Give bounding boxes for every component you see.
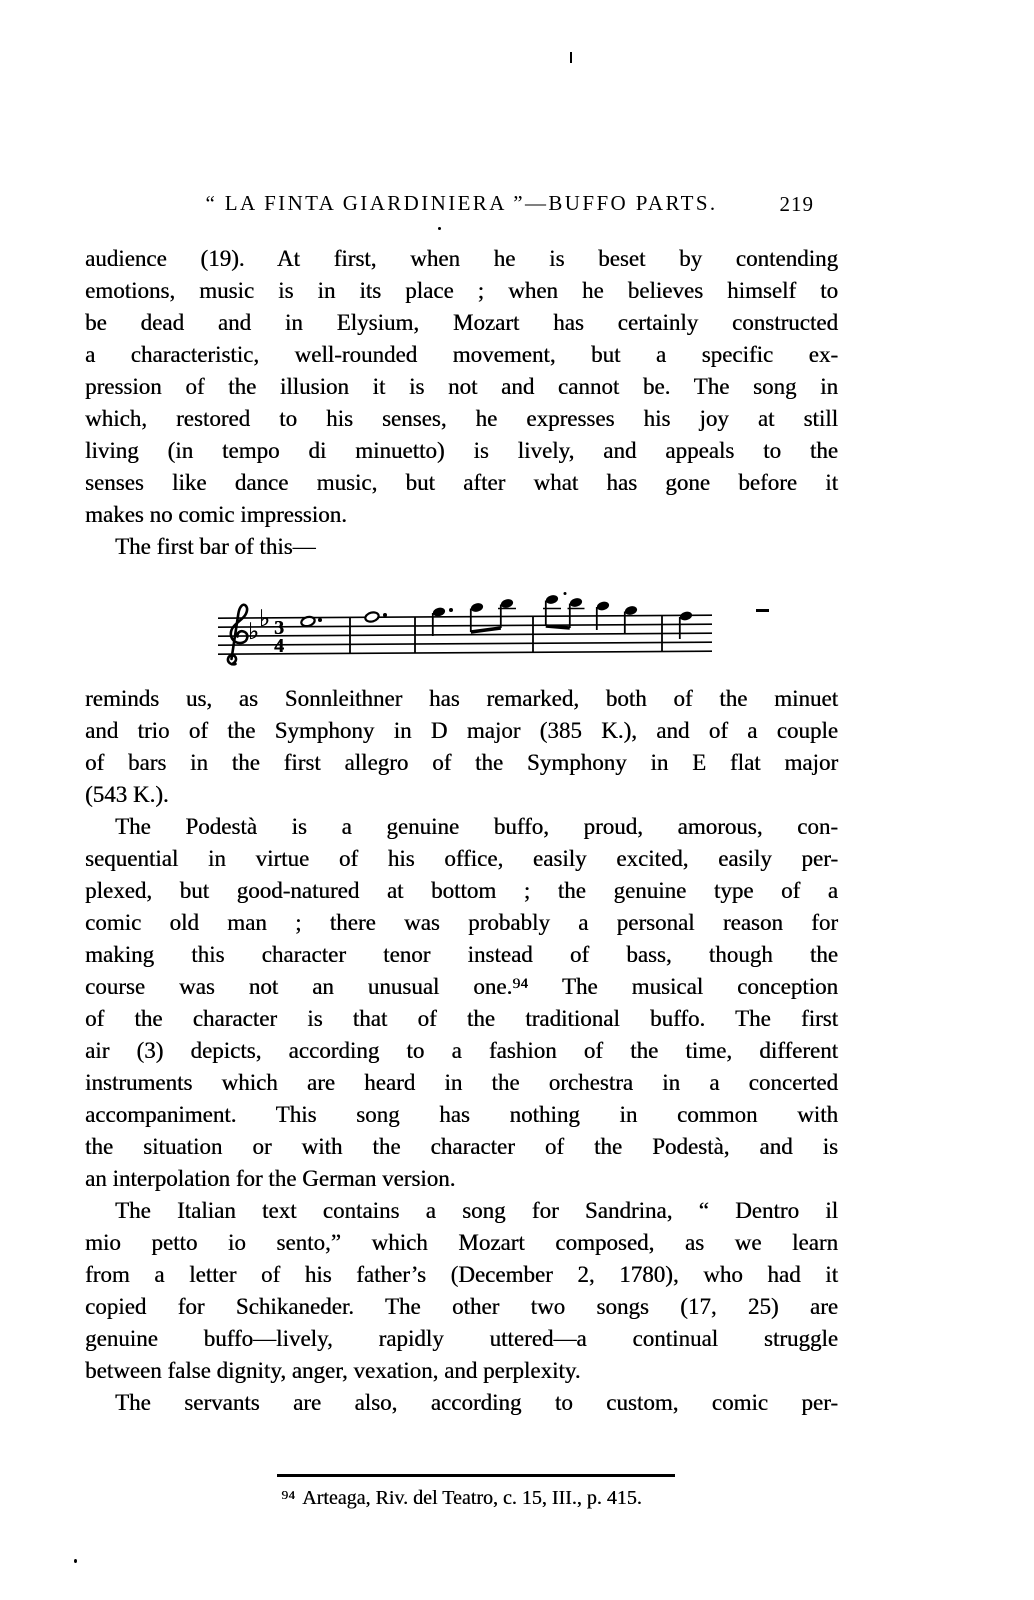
text-line: the situation or with the character of the Podestà, and is	[85, 1134, 838, 1159]
scan-artifact	[570, 52, 572, 63]
footnote-rule	[277, 1474, 675, 1477]
text-line: course was not an unusual one.⁹⁴ The musical conception	[85, 974, 838, 999]
text-line: making this character tenor instead of bass, though the	[85, 942, 838, 967]
text-line: pression of the illusion it is not and cannot be. The song in	[85, 374, 838, 399]
paragraph	[85, 683, 838, 811]
note-head	[596, 600, 610, 611]
beam	[546, 626, 570, 628]
augmentation-dot	[564, 592, 567, 595]
text-line: which, restored to his senses, he expresses his joy at still	[85, 406, 838, 431]
text-line: air (3) depicts, according to a fashion of the time, different	[85, 1038, 838, 1063]
treble-clef	[228, 605, 247, 665]
paragraph	[85, 243, 838, 531]
note-head	[679, 610, 693, 621]
beam	[471, 628, 501, 632]
text-line: an interpolation for the German version.	[85, 1166, 456, 1191]
text-line: accompaniment. This song has nothing in common with	[85, 1102, 838, 1127]
text-line: plexed, but good-natured at bottom ; the genuine type of a	[85, 878, 838, 903]
music-notation-figure	[85, 563, 838, 683]
paragraph	[85, 1195, 838, 1387]
staff-lines	[218, 615, 712, 654]
text-line: The Italian text contains a song for Sandrina, “ Dentro il	[115, 1198, 838, 1223]
text-line: senses like dance music, but after what has gone before it	[85, 470, 838, 495]
text-line: The Podestà is a genuine buffo, proud, amorous, con-	[115, 814, 838, 839]
scan-artifact	[74, 1559, 77, 1563]
text-line: The first bar of this—	[115, 534, 316, 559]
text-line: emotions, music is in its place ; when he believes himself to	[85, 278, 838, 303]
text-line: (543 K.).	[85, 782, 169, 807]
scan-artifact	[438, 227, 441, 230]
footnote	[85, 1487, 838, 1510]
text-line: reminds us, as Sonnleithner has remarked, both of the minuet	[85, 686, 838, 711]
note-head	[569, 597, 583, 608]
paragraph	[85, 1387, 838, 1419]
note-head	[470, 602, 484, 613]
augmentation-dot	[318, 618, 322, 622]
footnote-text: Arteaga, Riv. del Teatro, c. 15, III., p. 415.	[302, 1487, 642, 1509]
text-line: from a letter of his father’s (December 2, 1780), who had it	[85, 1262, 838, 1287]
note-head	[432, 606, 446, 617]
text-line: between false dignity, anger, vexation, and perplexity.	[85, 1358, 581, 1383]
text-line: makes no comic impression.	[85, 502, 347, 527]
text-line: living (in tempo di minuetto) is lively, and appeals to the	[85, 438, 838, 463]
music-staff	[215, 575, 715, 671]
text-line: of the character is that of the traditional buffo. The first	[85, 1006, 838, 1031]
flat-sign: ♭	[248, 619, 259, 645]
text-line: sequential in virtue of his office, easily excited, easily per-	[85, 846, 838, 871]
page-number: 219	[779, 192, 814, 216]
text-line: audience (19). At first, when he is beset by contending	[85, 246, 838, 271]
text-line: genuine buffo—lively, rapidly uttered—a continual struggle	[85, 1326, 838, 1351]
paragraph	[85, 811, 838, 1195]
footnote-marker: ⁹⁴	[281, 1487, 296, 1509]
note-head	[545, 594, 559, 605]
time-signature-top: 3	[274, 617, 284, 639]
text-line: The servants are also, according to custom, comic per-	[115, 1390, 838, 1415]
text-line: instruments which are heard in the orchestra in a concerted	[85, 1070, 838, 1095]
text-line: and trio of the Symphony in D major (385 K.), and of a couple	[85, 718, 838, 743]
augmentation-dot	[449, 608, 453, 612]
paragraph	[85, 531, 838, 563]
text-line: a characteristic, well-rounded movement, but a specific ex-	[85, 342, 838, 367]
text-line: be dead and in Elysium, Mozart has certainly constructed	[85, 310, 838, 335]
scan-artifact	[756, 609, 769, 612]
note-head	[364, 611, 379, 623]
text-line: mio petto io sento,” which Mozart composed, as we learn	[85, 1230, 838, 1255]
text-line: copied for Schikaneder. The other two songs (17, 25) are	[85, 1294, 838, 1319]
text-line: of bars in the first allegro of the Symphony in E flat major	[85, 750, 838, 775]
flat-sign: ♭	[259, 606, 270, 632]
header-title: “ LA FINTA GIARDINIERA ”—BUFFO PARTS.	[205, 191, 718, 215]
running-header	[85, 191, 838, 221]
body-text-column	[85, 243, 838, 1419]
note-head	[624, 605, 638, 616]
note-head	[500, 598, 514, 609]
augmentation-dot	[383, 613, 387, 617]
text-line: comic old man ; there was probably a personal reason for	[85, 910, 838, 935]
time-signature-bottom: 4	[274, 635, 284, 657]
